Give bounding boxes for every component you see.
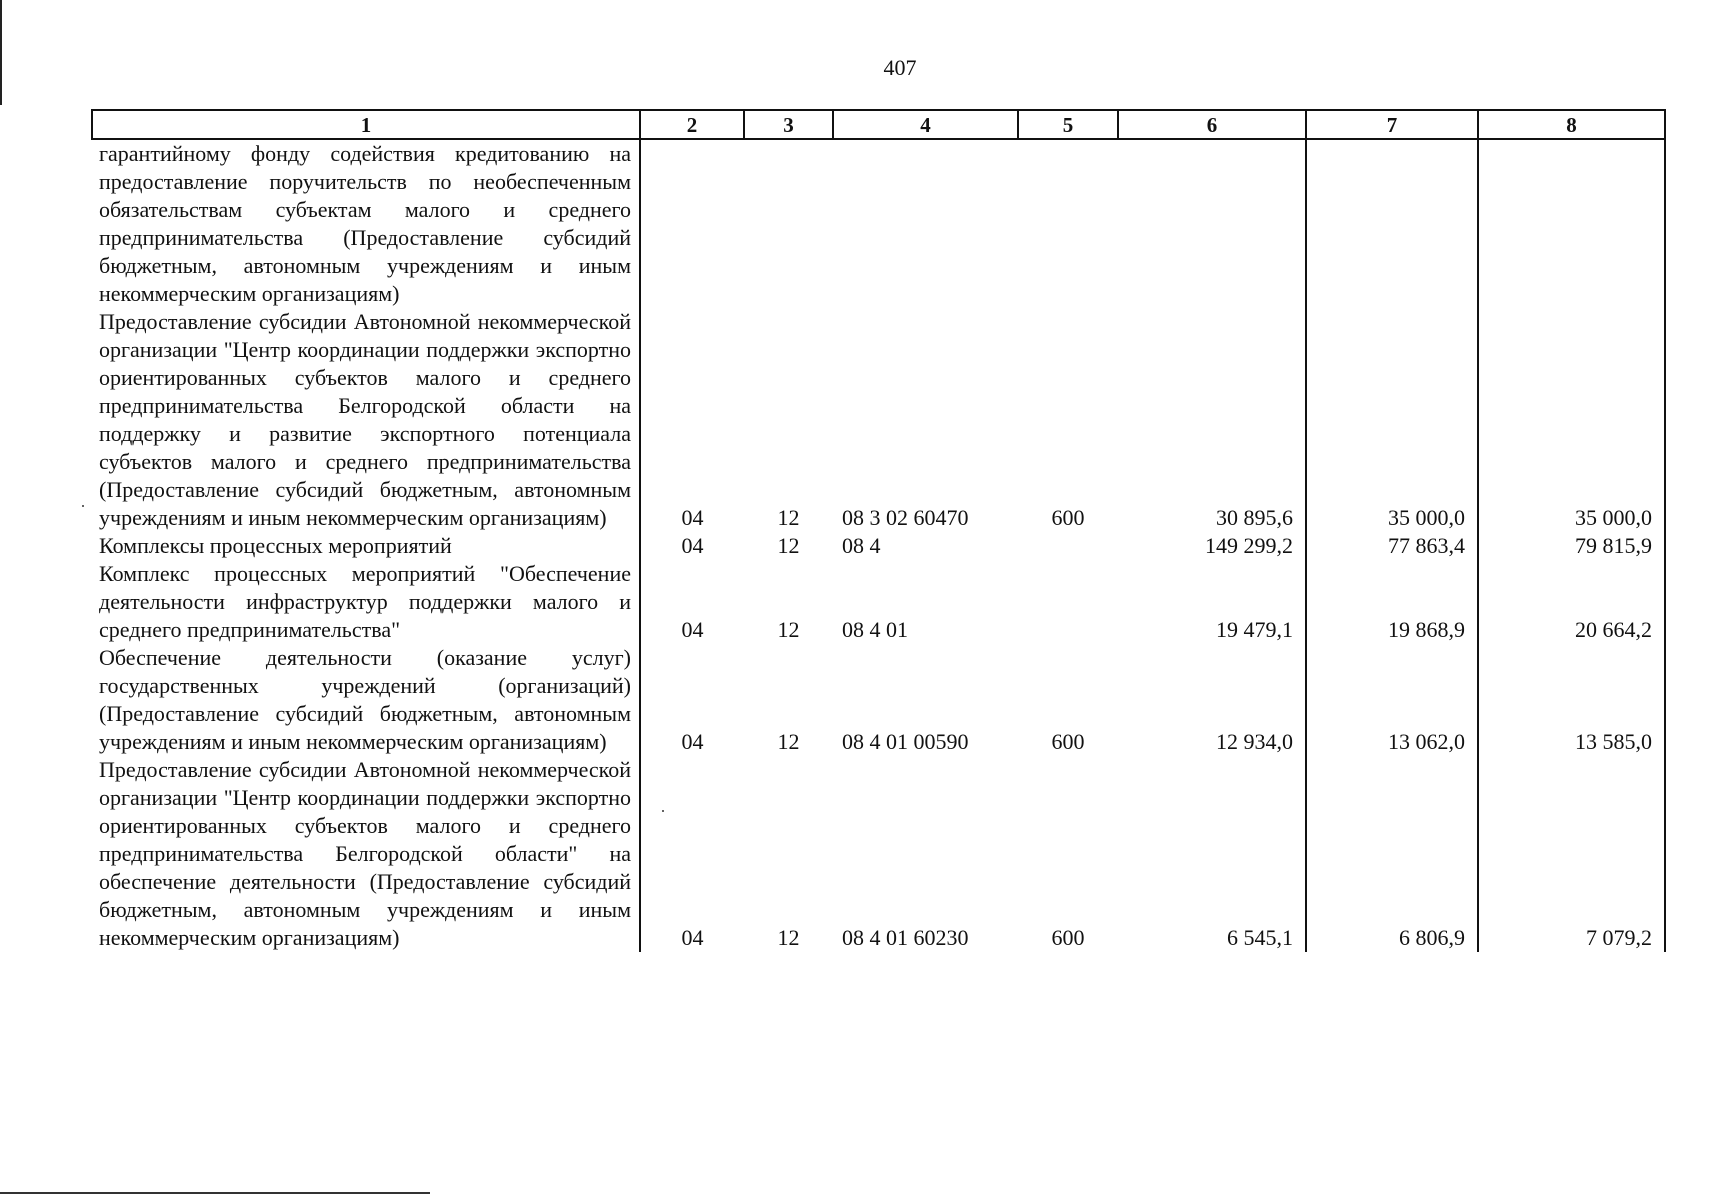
cell-amount-year3: 20 664,2 — [1478, 560, 1665, 644]
cell-amount-year2: 77 863,4 — [1306, 532, 1478, 560]
column-header: 7 — [1306, 110, 1478, 139]
cell-amount-year2: 13 062,0 — [1306, 644, 1478, 756]
cell-amount-year1: 30 895,6 — [1118, 308, 1306, 532]
cell-subsection: 12 — [777, 617, 800, 642]
row-name: Обеспечение деятельности (оказание услуг) государственных учреждений (организаций) (Предоставление субсидий бюджетным, автономным учреждениям и иным некоммерческим организациям) — [92, 644, 640, 756]
cell-target-code: 08 4 — [842, 533, 881, 558]
cell-amount-year1: 19 479,1 — [1118, 560, 1306, 644]
cell-amount-year2: 19 868,9 — [1306, 560, 1478, 644]
cell-expense-type: 600 — [1051, 729, 1085, 754]
cell-target-code: 08 3 02 60470 — [842, 505, 969, 530]
row-name: Предоставление субсидии Автономной некоммерческой организации "Центр координации поддержки экспортно ориентированных субъектов малого и среднего предпринимательства Белгородской области" на обеспечение деятельности (Предоставление субсидий бюджетным, автономным учреждениям и иным некоммерческим организациям) — [92, 756, 640, 952]
table-row — [92, 560, 1665, 644]
row-name: Комплекс процессных мероприятий "Обеспечение деятельности инфраструктур поддержки малого и среднего предпринимательства" — [92, 560, 640, 644]
table-header-row — [92, 110, 1665, 139]
table-row — [92, 644, 1665, 756]
column-header: 3 — [744, 110, 833, 139]
cell-amount-year3: 35 000,0 — [1478, 308, 1665, 532]
cell-amount-year3: 79 815,9 — [1478, 532, 1665, 560]
cell-target-code: 08 4 01 60230 — [842, 925, 969, 950]
cell-subsection: 12 — [777, 533, 800, 558]
cell-amount-year2: 35 000,0 — [1306, 308, 1478, 532]
cell-section: 04 — [681, 925, 704, 950]
budget-table — [91, 109, 1666, 952]
cell-expense-type — [1018, 560, 1118, 644]
cell-amount-year2 — [1306, 139, 1478, 308]
row-name: Предоставление субсидии Автономной некоммерческой организации "Центр координации поддержки экспортно ориентированных субъектов малого и среднего предпринимательства Белгородской области на поддержку и развитие экспортного потенциала субъектов малого и среднего предпринимательства (Предоставление субсидий бюджетным, автономным учреждениям и иным некоммерческим организациям) — [92, 308, 640, 532]
cell-expense-type: 600 — [1051, 925, 1085, 950]
scan-edge-mark — [0, 0, 2, 105]
column-header: 1 — [92, 110, 640, 139]
cell-amount-year1 — [1118, 139, 1306, 308]
cell-target-code: 08 4 01 00590 — [842, 729, 969, 754]
cell-amount-year3: 7 079,2 — [1478, 756, 1665, 952]
cell-amount-year1: 6 545,1 — [1118, 756, 1306, 952]
cell-expense-type — [1018, 532, 1118, 560]
scan-speck — [82, 505, 84, 507]
cell-subsection — [744, 139, 833, 308]
cell-subsection: 12 — [777, 505, 800, 530]
table-row — [92, 308, 1665, 532]
row-name: гарантийному фонду содействия кредитованию на предоставление поручительств по необеспеченным обязательствам субъектам малого и среднего предпринимательства (Предоставление субсидий бюджетным, автономным учреждениям и иным некоммерческим организациям) — [92, 139, 640, 308]
column-header: 4 — [833, 110, 1018, 139]
cell-section: 04 — [681, 533, 704, 558]
cell-section: 04 — [681, 617, 704, 642]
cell-expense-type — [1018, 139, 1118, 308]
cell-amount-year3: 13 585,0 — [1478, 644, 1665, 756]
table-row — [92, 756, 1665, 952]
column-header: 6 — [1118, 110, 1306, 139]
column-header: 2 — [640, 110, 744, 139]
page-number: 407 — [883, 55, 917, 80]
table-row — [92, 532, 1665, 560]
table-row — [92, 139, 1665, 308]
cell-amount-year1: 12 934,0 — [1118, 644, 1306, 756]
cell-section: 04 — [681, 505, 704, 530]
cell-amount-year2: 6 806,9 — [1306, 756, 1478, 952]
cell-amount-year3 — [1478, 139, 1665, 308]
row-name: Комплексы процессных мероприятий — [92, 532, 640, 560]
cell-expense-type: 600 — [1051, 505, 1085, 530]
scan-edge-mark-bottom — [0, 1192, 430, 1194]
cell-section — [640, 139, 744, 308]
cell-subsection: 12 — [777, 925, 800, 950]
cell-target-code — [833, 139, 1018, 308]
column-header: 8 — [1478, 110, 1665, 139]
column-header: 5 — [1018, 110, 1118, 139]
cell-section: 04 — [681, 729, 704, 754]
cell-subsection: 12 — [777, 729, 800, 754]
cell-amount-year1: 149 299,2 — [1118, 532, 1306, 560]
cell-target-code: 08 4 01 — [842, 617, 908, 642]
